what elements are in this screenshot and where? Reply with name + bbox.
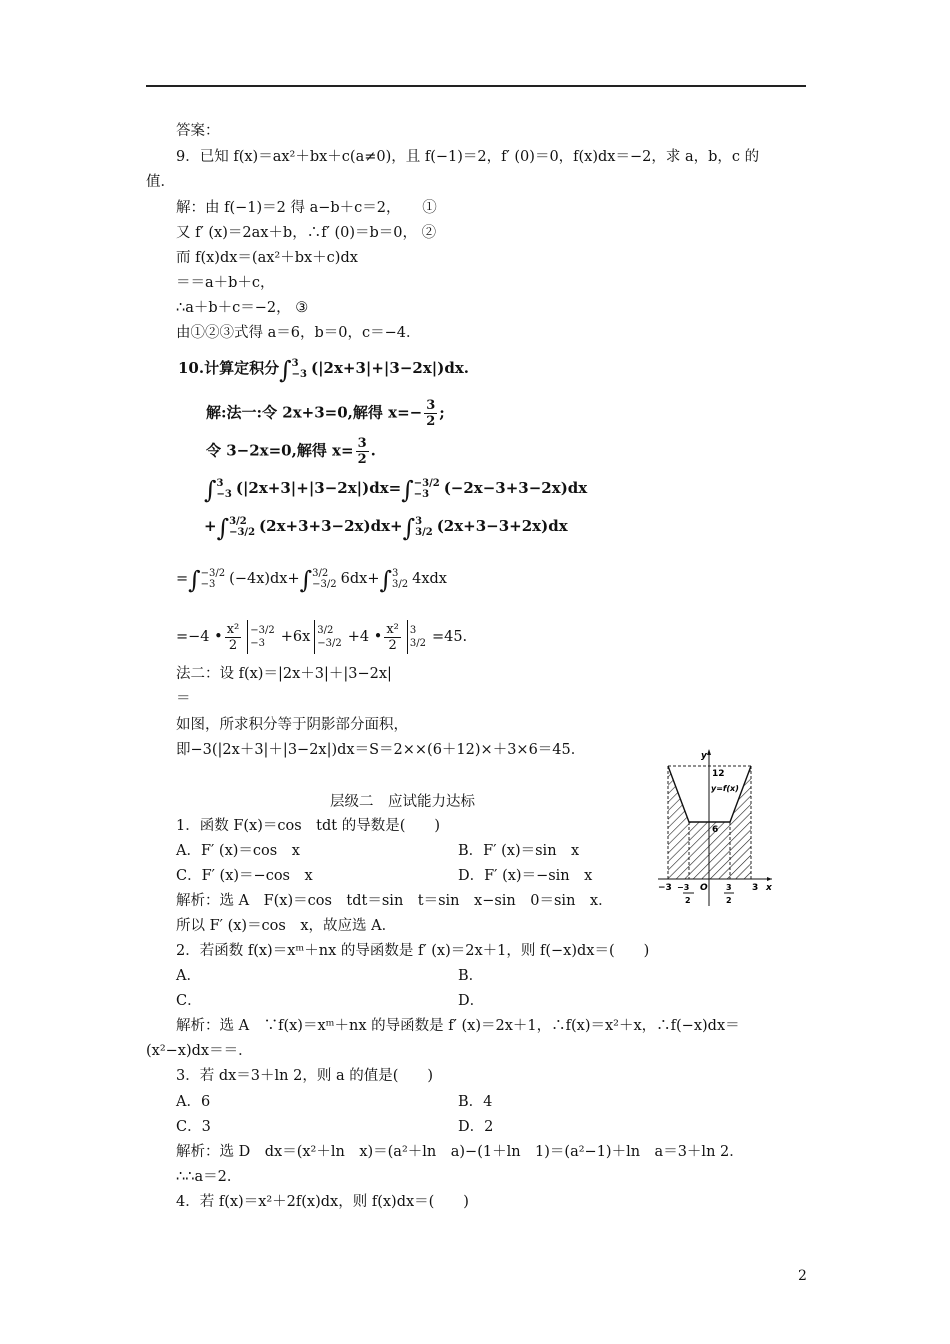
q1-option-a: A．F′ (x)＝cos x — [176, 843, 300, 859]
origin-label: O — [700, 883, 708, 893]
q4-text: 4．若 f(x)＝x²＋2f(x)dx，则 f(x)dx＝( ) — [176, 1194, 469, 1210]
q2-option-d: D． — [458, 993, 485, 1009]
q10-eq4: =−4 • $\frac{\text{x²}}{2}$ −3/2 −3 +6x 3/2 −3/2 +4 • $\frac{\text{x²}}{2}$ 3 3/2 =45. — [176, 621, 468, 653]
q10-method2-desc: 如图，所求积分等于阴影部分面积， — [176, 717, 408, 733]
q9-sol-3: 而 f(x)dx＝(ax²＋bx＋c)dx — [176, 250, 358, 266]
q10-eq2: +∫3/2 −3/2 (2x+3+3−2x)dx+∫3 3/2 (2x+3−3+2x)dx — [204, 514, 568, 542]
q3-option-d: D．2 — [458, 1119, 494, 1135]
x-axis-arrow — [767, 877, 772, 881]
q10-eq3: =∫−3/2 −3 (−4x)dx+∫3/2 −3/2 6dx+∫3 3/2 4xdx — [176, 566, 447, 594]
answer-label: 答案： — [176, 123, 220, 139]
q10-method1-step1: 解:法一:令 2x+3=0,解得 x=− $\frac{3}{2}$ ; — [206, 398, 445, 429]
q10-title: 10.计算定积分∫3 −3 (|2x+3|+|3−2x|)dx. — [178, 356, 469, 384]
q1-option-d: D．F′ (x)＝−sin x — [458, 868, 593, 884]
area-figure — [656, 746, 776, 910]
q9-text-cont: 值． — [146, 174, 175, 190]
q3-analysis-cont: ∴∴a＝2． — [176, 1169, 242, 1185]
q3-analysis: 解析：选 D dx＝(x²＋ln x)＝(a²＋ln a)−(1＋ln 1)＝(a²−1)＋ln a＝3＋ln 2． — [176, 1144, 744, 1160]
q9-text: 9．已知 f(x)＝ax²＋bx＋c(a≠0)，且 f(−1)＝2，f′ (0)＝0，f(x)dx＝−2，求 a，b，c 的 — [176, 149, 760, 165]
q3-option-b: B．4 — [458, 1094, 493, 1110]
q2-option-c: C． — [176, 993, 202, 1009]
curve-label: y=f(x) — [711, 784, 739, 793]
x-axis-label: x — [766, 883, 772, 893]
q1-text: 1．函数 F(x)＝cos tdt 的导数是( ) — [176, 818, 441, 834]
q10-method1-step2: 令 3−2x=0,解得 x= $\frac{3}{2}$ . — [206, 436, 376, 467]
tick-neg-3-2: −3 — [677, 883, 690, 892]
q3-option-c: C．3 — [176, 1119, 211, 1135]
q1-analysis: 解析：选 A F(x)＝cos tdt＝sin t＝sin x−sin 0＝sin x． — [176, 893, 613, 909]
q2-option-b: B． — [458, 968, 484, 984]
header-rule — [146, 85, 806, 87]
q2-option-a: A． — [176, 968, 201, 984]
q1-option-c: C．F′ (x)＝−cos x — [176, 868, 313, 884]
q9-sol-4: ＝＝a＋b＋c， — [176, 275, 275, 291]
y-axis-arrow — [707, 749, 711, 755]
q9-sol-2: 又 f′ (x)＝2ax＋b，∴f′ (0)＝b＝0， ② — [176, 225, 437, 241]
label-6: 6 — [712, 825, 719, 835]
q10-eq1: ∫3 −3 (|2x+3|+|3−2x|)dx=∫−3/2 −3 (−2x−3+3−2x)dx — [204, 476, 588, 504]
page-number: 2 — [798, 1268, 807, 1284]
tick-3-2: 3 — [726, 883, 732, 892]
q3-text: 3．若 dx＝3＋ln 2，则 a 的值是( ) — [176, 1068, 434, 1084]
q2-analysis: 解析：选 A ∵f(x)＝xᵐ＋nx 的导函数是 f′ (x)＝2x＋1，∴f(x)＝x²＋x，∴f(−x)dx＝ — [176, 1018, 740, 1034]
q9-sol-5: ∴a＋b＋c＝−2， ③ — [176, 300, 309, 316]
q2-text: 2．若函数 f(x)＝xᵐ＋nx 的导函数是 f′ (x)＝2x＋1，则 f(−x)dx＝( ) — [176, 943, 650, 959]
label-12: 12 — [712, 769, 725, 779]
q1-option-b: B．F′ (x)＝sin x — [458, 843, 580, 859]
q3-option-a: A．6 — [176, 1094, 211, 1110]
section-title: 层级二 应试能力达标 — [330, 794, 475, 810]
tick-3: 3 — [752, 883, 759, 893]
q9-sol-1: 解：由 f(−1)＝2 得 a−b＋c＝2， ① — [176, 200, 437, 216]
q2-analysis-cont: (x²−x)dx＝＝． — [146, 1043, 253, 1059]
y-axis-label: y — [701, 751, 707, 761]
tick-neg-3-2-den: 2 — [685, 896, 691, 905]
q9-sol-6: 由①②③式得 a＝6，b＝0，c＝−4． — [176, 325, 421, 341]
tick-neg3: −3 — [658, 883, 672, 893]
q10-method2-eq: ＝ — [176, 691, 191, 707]
q10-method2: 法二：设 f(x)＝|2x＋3|＋|3−2x| — [176, 666, 392, 682]
tick-3-2-den: 2 — [726, 896, 732, 905]
q10-method2-result: 即−3(|2x＋3|＋|3−2x|)dx＝S＝2××(6＋12)×＋3×6＝45． — [176, 742, 586, 758]
q1-analysis-cont: 所以 F′ (x)＝cos x，故应选 A． — [176, 918, 397, 934]
